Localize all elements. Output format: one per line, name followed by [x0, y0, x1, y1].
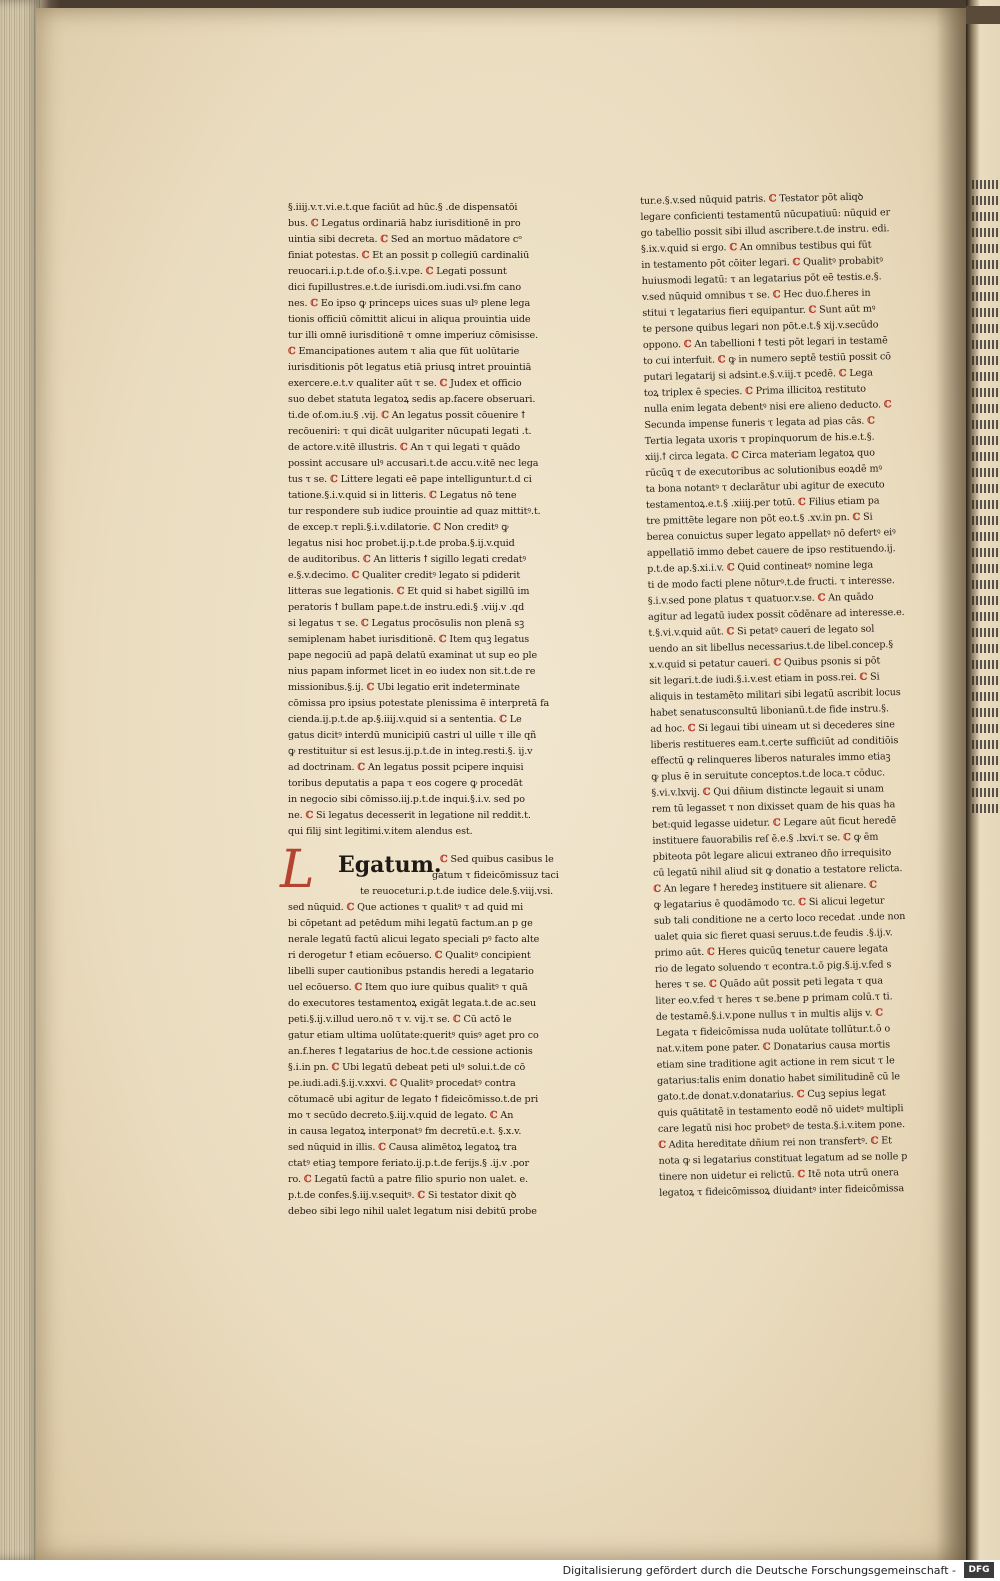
- paragraph-mark-icon: ℂ: [354, 982, 363, 993]
- paragraph-mark-icon: ℂ: [396, 586, 405, 597]
- text-column-left-lower: [288, 900, 539, 1220]
- paragraph-mark-icon: ℂ: [417, 1190, 425, 1201]
- text-line: legare conficienti testamentū nūcupatiuū: nūquid er: [640, 207, 891, 223]
- text-line: t.§.vi.v.quid aūt. ℂ Si petatꝰ caueri de legato sol: [648, 623, 875, 639]
- facing-page-text-fragment: [972, 212, 998, 221]
- paragraph-mark-icon: ℂ: [843, 832, 851, 844]
- text-line: rem tū legasset τ non dixisset quam de his quas ha: [651, 799, 896, 815]
- text-line: xiij.ꝉ circa legata. ℂ Circa materiam legatoꝝ quo: [644, 447, 876, 463]
- facing-page-text-fragment: [972, 772, 998, 781]
- paragraph-mark-icon: ℂ: [440, 854, 448, 865]
- paragraph-mark-icon: ℂ: [361, 250, 370, 261]
- facing-page-text-fragment: [972, 196, 998, 205]
- facing-page-text-fragment: [972, 676, 998, 685]
- text-line: in negocio sibi cōmisso.iij.p.t.de inqui.§.i.v. sed po: [288, 794, 525, 805]
- facing-page-text-fragment: [972, 596, 998, 605]
- text-line: gatus dicitꝰ interdū municipiū castri ul uille τ ille qñ: [288, 730, 537, 741]
- text-line: nius papam informet licet in eo iudex non sit.t.de re: [288, 666, 536, 677]
- text-line: tionis officiū cōmittit alicui in aliqua prouintia uide: [288, 314, 531, 325]
- paragraph-mark-icon: ℂ: [838, 368, 847, 380]
- paragraph-mark-icon: ℂ: [433, 522, 441, 533]
- paragraph-mark-icon: ℂ: [425, 266, 434, 277]
- text-line: peratoris ꝉ bullam pape.t.de instru.edi.§ .viij.v .qd: [288, 602, 525, 613]
- paragraph-mark-icon: ℂ: [331, 1062, 340, 1073]
- text-line: stitui τ legatarius fieri equipantur. ℂ Sunt aūt mꝰ: [642, 303, 876, 319]
- text-line: agitur ad legatū iudex possit cōdēnare ad interesse.e.: [648, 606, 905, 623]
- heading-trail-text: [360, 852, 559, 900]
- text-line: nerale legatū factū alicui legato speciali pꝰ facto alte: [288, 934, 540, 945]
- text-line: p.t.de confes.§.iij.v.sequitꝰ. ℂ Si testator dixit qꝺ: [288, 1190, 517, 1201]
- paragraph-mark-icon: ℂ: [310, 218, 319, 229]
- facing-page-text-fragment: [972, 660, 998, 669]
- facing-page-text-fragment: [972, 276, 998, 285]
- text-line: x.v.quid si petatur caueri. ℂ Quibus psonis si pōt: [648, 655, 881, 671]
- text-line: ctatꝰ etiaꝫ tempore feriato.ij.p.t.de ferijs.§ .ij.v .por: [288, 1158, 529, 1169]
- text-line: missionibus.§.ij. ℂ Ubi legatio erit indeterminate: [288, 682, 520, 693]
- text-line: care legatū nisi hoc probetꝰ de testa.§.i.v.item pone.: [657, 1119, 906, 1135]
- text-line: v.sed nūquid omnibus τ se. ℂ Hec duo.f.heres in: [641, 287, 871, 303]
- paragraph-mark-icon: ℂ: [439, 378, 448, 389]
- facing-page-text-fragment: [972, 804, 998, 813]
- text-line: semiplenam habet iurisditionē. ℂ Item quꝫ legatus: [288, 634, 530, 645]
- paragraph-mark-icon: ℂ: [859, 671, 868, 683]
- text-line: qui filij sint legitimi.v.item alendus est.: [288, 826, 473, 837]
- text-line: bet:quid legasse uidetur. ℂ Legare aūt ficut heredē: [652, 815, 897, 831]
- text-line: nulla enim legata debentꝰ nisi ere alieno deducto. ℂ: [644, 399, 892, 415]
- text-line: instituere fauorabilis reſ ē.e.§ .lxvi.τ se. ℂ ꝙ ēm: [652, 831, 879, 847]
- facing-page-text-fragment: [972, 452, 998, 461]
- text-line: dici fupillustres.e.t.de iurisdi.om.iudi.vsi.fm cano: [288, 282, 521, 293]
- text-line: ualet quia sic fieret quasi seruus.t.de feudis .§.ij.v.: [654, 927, 893, 943]
- text-line: huiusmodi legatū: τ an legatarius pōt eē testis.e.§.: [641, 271, 882, 287]
- paragraph-mark-icon: ℂ: [357, 762, 365, 773]
- text-line: tinere non uidetur ei relictū. ℂ Itē nota utrū onera: [658, 1167, 899, 1183]
- text-line: in testamento pōt cōiter legari. ℂ Qualitꝰ probabitꝰ: [641, 255, 884, 271]
- text-line: si legatus τ se. ℂ Legatus procōsulis non plenā sꝫ: [288, 618, 525, 629]
- paragraph-mark-icon: ℂ: [867, 415, 875, 427]
- text-line: etiam sine traditione agit actione in rem sicut τ le: [656, 1055, 895, 1071]
- paragraph-mark-icon: ℂ: [883, 399, 892, 411]
- text-line: quis quātitatē in testamento eodē nō uidetꝰ multipli: [657, 1103, 904, 1119]
- paragraph-mark-icon: ℂ: [378, 1142, 386, 1153]
- text-line: putari legatarij si adsint.e.§.v.iij.τ pcedē. ℂ Lega: [643, 367, 873, 383]
- facing-page-text-fragment: [972, 292, 998, 301]
- text-line: de auditoribus. ℂ An litteris ꝉ sigillo legati credatꝰ: [288, 554, 527, 565]
- book-page-edges: [0, 0, 40, 1560]
- text-line: ℂ Sed quibus casibus le: [440, 854, 554, 865]
- facing-page-text-fragment: [972, 388, 998, 397]
- text-column-left: [288, 200, 578, 840]
- text-line: tatione.§.i.v.quid si in litteris. ℂ Legatus nō tene: [288, 490, 517, 501]
- text-line: nes. ℂ Eo ipso ꝙ princeps uices suas ulꝰ plene lega: [288, 298, 531, 309]
- section-heading: Egatum.: [338, 852, 442, 878]
- paragraph-mark-icon: ℂ: [796, 1089, 805, 1101]
- text-line: litteras sue legationis. ℂ Et quid si habet sigillū im: [288, 586, 530, 597]
- facing-page-text-fragment: [972, 356, 998, 365]
- text-line: sit legari.t.de iudi.§.i.v.est etiam in poss.rei. ℂ Si: [649, 671, 880, 687]
- text-line: legatoꝝ τ fideicōmissoꝝ diuidantꝰ inter fideicōmissa: [659, 1183, 905, 1199]
- text-line: de excep.τ repli.§.i.v.dilatorie. ℂ Non creditꝰ ꝙ: [288, 522, 509, 533]
- text-line: de testamē.§.i.v.pone nullus τ in multis alijs v. ℂ: [655, 1007, 883, 1023]
- text-line: ꝙ legatarius ē quodāmodo τc. ℂ Si alicui legetur: [653, 895, 885, 911]
- text-line: ad hoc. ℂ Si legaui tibi uineam ut si decederes sine: [650, 719, 895, 735]
- facing-page-text-fragment: [972, 180, 998, 189]
- book-clasp: [966, 6, 1000, 24]
- paragraph-mark-icon: ℂ: [706, 946, 715, 958]
- facing-page-text-fragment: [972, 324, 998, 333]
- text-line: rio de legato soluendo τ econtra.t.ō pig.§.ij.v.fed s: [654, 959, 892, 975]
- facing-page-text-fragment: [972, 436, 998, 445]
- paragraph-mark-icon: ℂ: [288, 346, 296, 357]
- text-line: peti.§.ij.v.illud uero.nō τ v. vij.τ se. ℂ Cū actō le: [288, 1014, 512, 1025]
- text-line: effectū ꝙ relinqueres liberos naturales immo etiaꝫ: [650, 751, 891, 767]
- paragraph-mark-icon: ℂ: [726, 562, 735, 574]
- paragraph-mark-icon: ℂ: [797, 1169, 806, 1181]
- paragraph-mark-icon: ℂ: [798, 896, 806, 909]
- facing-page-text-fragment: [972, 708, 998, 717]
- paragraph-mark-icon: ℂ: [351, 570, 360, 581]
- paragraph-mark-icon: ℂ: [330, 474, 338, 485]
- text-line: reuocari.i.p.t.de of.o.§.i.v.pe. ℂ Legati possunt: [288, 266, 507, 277]
- facing-page-text-fragment: [972, 372, 998, 381]
- paragraph-mark-icon: ℂ: [731, 450, 739, 462]
- text-line: debeo sibi lego nihil ualet legatum nisi debitū probe: [288, 1206, 537, 1217]
- facing-page-text-fragment: [972, 756, 998, 765]
- text-line: pape negociū ad papā delatū examinat ut sup eo ple: [288, 650, 538, 661]
- text-line: gatum τ fideicōmissuz taci: [432, 870, 559, 881]
- text-line: uendo an sit libellus necessarius.t.de libel.concep.§: [648, 639, 894, 655]
- text-line: uintia sibi decreta. ℂ Sed an mortuo mādatore cᵒ: [288, 234, 522, 245]
- text-line: finiat potestas. ℂ Et an possit p collegiū cardinaliū: [288, 250, 530, 261]
- text-line: Secunda impense funeris τ legata ad pias cās. ℂ: [644, 415, 875, 431]
- paragraph-mark-icon: ℂ: [875, 1007, 883, 1019]
- facing-page-text-fragment: [972, 724, 998, 733]
- paragraph-mark-icon: ℂ: [709, 978, 717, 990]
- facing-page-text-fragment: [972, 340, 998, 349]
- text-line: libelli super cautionibus pstandis heredi a legatario: [288, 966, 534, 977]
- facing-page-text-fragment: [972, 244, 998, 253]
- paragraph-mark-icon: ℂ: [305, 810, 314, 821]
- paragraph-mark-icon: ℂ: [400, 442, 408, 453]
- paragraph-mark-icon: ℂ: [361, 618, 369, 629]
- paragraph-mark-icon: ℂ: [717, 354, 726, 366]
- text-line: §.vi.v.lxvij. ℂ Qui dñium distincte legauit si unam: [651, 783, 884, 799]
- text-line: cienda.ij.p.t.de ap.§.iiij.v.quid si a sententia. ℂ Le: [288, 714, 522, 725]
- decorated-initial: L: [280, 840, 315, 900]
- text-line: berea conuictus super legato appellatꝰ nō defertꝰ eiꝰ: [646, 527, 896, 543]
- text-line: heres τ se. ℂ Quādo aūt possit peti legata τ qua: [655, 975, 884, 991]
- paragraph-mark-icon: ℂ: [452, 1014, 461, 1025]
- text-line: recōueniri: τ qui dicāt uulgariter nūcupati legati .t.: [288, 426, 532, 437]
- facing-page-text-fragment: [972, 228, 998, 237]
- paragraph-mark-icon: ℂ: [726, 626, 735, 638]
- text-line: gatarius:talis enim donatio habet similitudinē cū le: [656, 1071, 901, 1087]
- text-line: tus τ se. ℂ Littere legati eē pape intelliguntur.t.d ci: [288, 474, 532, 485]
- paragraph-mark-icon: ℂ: [797, 496, 806, 509]
- paragraph-mark-icon: ℂ: [658, 1139, 666, 1151]
- paragraph-mark-icon: ℂ: [389, 1078, 398, 1089]
- facing-page-text-fragment: [972, 564, 998, 573]
- paragraph-mark-icon: ℂ: [434, 950, 443, 961]
- text-line: te reuocetur.i.p.t.de iudice dele.§.viij.vsi.: [360, 886, 554, 897]
- facing-page-text-fragment: [972, 692, 998, 701]
- text-line: ti.de of.om.iu.§ .vij. ℂ An legatus possit cōuenire ꝉ: [288, 410, 526, 421]
- facing-page-text-fragment: [972, 740, 998, 749]
- facing-page-text-fragment: [972, 516, 998, 525]
- paragraph-mark-icon: ℂ: [762, 1041, 771, 1053]
- text-line: nat.v.item pone pater. ℂ Donatarius causa mortis: [656, 1039, 891, 1055]
- paragraph-mark-icon: ℂ: [729, 242, 738, 254]
- paragraph-mark-icon: ℂ: [792, 256, 801, 269]
- text-line: liter eo.v.fed τ heres τ se.bene p primam colū.τ ti.: [655, 991, 893, 1007]
- paragraph-mark-icon: ℂ: [429, 490, 437, 501]
- facing-page-text-fragment: [972, 308, 998, 317]
- page-gutter-shadow: [936, 8, 966, 1560]
- facing-page-text-fragment: [972, 420, 998, 429]
- facing-page-text-fragment: [972, 468, 998, 477]
- text-line: ne. ℂ Si legatus decesserit in legatione nil reddit.t.: [288, 810, 531, 821]
- text-line: cū legatū nihil aliud sit ꝙ donatio a testatore relicta.: [652, 863, 903, 879]
- text-line: pbiteota pōt legare alicui extraneo dño irrequisito: [652, 847, 892, 863]
- paragraph-mark-icon: ℂ: [817, 592, 826, 604]
- paragraph-mark-icon: ℂ: [381, 410, 389, 421]
- paragraph-mark-icon: ℂ: [687, 723, 696, 735]
- text-line: ꝙ plus ē in seruitute conceptos.t.de loca.τ cōduc.: [651, 767, 886, 783]
- paragraph-mark-icon: ℂ: [683, 339, 692, 351]
- text-line: uel ecōuerso. ℂ Item quo iure quibus qualitꝰ τ quā: [288, 982, 528, 993]
- paragraph-mark-icon: ℂ: [768, 193, 777, 205]
- facing-page-text-fragment: [972, 580, 998, 589]
- text-line: Legata τ fideicōmissa nuda uolūtate tollūtur.t.ō o: [656, 1023, 891, 1039]
- text-line: §.iiij.v.τ.vi.e.t.que faciūt ad hūc.§ .de dispensatōi: [288, 202, 518, 213]
- facing-page-text-fragment: [972, 532, 998, 541]
- text-line: p.t.de ap.§.xi.i.v. ℂ Quid contineatꝰ nomine lega: [647, 559, 874, 575]
- text-line: pe.iudi.adi.§.ij.v.xxvi. ℂ Qualitꝰ procedatꝰ contra: [288, 1078, 516, 1089]
- funding-credit: Digitalisierung gefördert durch die Deutsche Forschungsgemeinschaft -: [562, 1564, 956, 1577]
- text-line: §.i.v.sed pone platus τ quatuor.v.se. ℂ An quādo: [647, 591, 874, 607]
- paragraph-mark-icon: ℂ: [438, 634, 447, 645]
- text-line: Tertia legata uxoris τ propinquorum de his.e.t.§.: [644, 431, 875, 447]
- facing-page-text-fragment: [972, 548, 998, 557]
- paragraph-mark-icon: ℂ: [310, 298, 318, 309]
- paragraph-mark-icon: ℂ: [808, 304, 817, 316]
- text-line: ri derogetur ꝉ etiam ecōuerso. ℂ Qualitꝰ concipient: [288, 950, 531, 961]
- paragraph-mark-icon: ℂ: [772, 817, 781, 829]
- text-line: habet senatusconsultū libonianū.t.de fide instru.§.: [649, 703, 889, 719]
- text-line: ad doctrinam. ℂ An legatus possit pcipere inquisi: [288, 762, 524, 773]
- paragraph-mark-icon: ℂ: [772, 289, 781, 301]
- text-line: bus. ℂ Legatus ordinariā habz iurisditionē in pro: [288, 218, 521, 229]
- facing-page-text-fragment: [972, 404, 998, 413]
- text-line: ti de modo facti plene nōturꝰ.t.de fructi. τ interesse.: [647, 575, 895, 591]
- text-line: sed nūquid in illis. ℂ Causa alimētoꝝ legatoꝝ tra: [288, 1142, 517, 1153]
- facing-page-text-fragment: [972, 644, 998, 653]
- text-line: appellatiō immo debet cauere de ipso restituendo.ij.: [646, 543, 896, 559]
- text-line: gatur etiam ultima uolūtate:queritꝰ quisꝰ aget pro co: [288, 1030, 539, 1041]
- text-line: tur respondere sub iudice prouintie ad quaz mittitꝰ.t.: [288, 506, 541, 517]
- text-line: ꝙ restituitur si est lesus.ij.p.t.de in integ.resti.§. ij.v: [288, 746, 533, 757]
- text-line: rūcūꝗ τ de executoribus ac solutionibus eoꝝdē mꝰ: [645, 463, 883, 479]
- paragraph-mark-icon: ℂ: [499, 714, 507, 725]
- text-line: to cui interfuit. ℂ ꝙ in numero septē testiū possit cō: [643, 351, 891, 367]
- facing-page-text-fragment: [972, 628, 998, 637]
- text-line: tur.e.§.v.sed nūquid patris. ℂ Testator pōt aliqꝺ: [640, 191, 864, 207]
- paragraph-mark-icon: ℂ: [489, 1110, 498, 1121]
- text-line: ℂ An legare ꝉ heredeꝫ instituere sit alienare. ℂ: [653, 879, 877, 895]
- text-line: suo debet statuta legatoꝝ sedis ap.facere obseruari.: [288, 394, 536, 405]
- text-line: go tabellio possit sibi illud ascribere.t.de instru. edi.: [640, 223, 890, 239]
- text-line: tre pmittēte legare non pōt eo.t.§ .xv.in pn. ℂ Si: [646, 511, 873, 527]
- text-line: in causa legatoꝝ interponatꝰ fm decretū.e.t. §.x.v.: [288, 1126, 522, 1137]
- paragraph-mark-icon: ℂ: [773, 657, 782, 669]
- facing-page-text-fragment: [972, 612, 998, 621]
- paragraph-mark-icon: ℂ: [702, 786, 711, 798]
- text-line: primo aūt. ℂ Heres quicūꝗ tenetur cauere legata: [654, 943, 889, 959]
- text-line: mo τ secūdo decreto.§.iij.v.quid de legato. ℂ An: [288, 1110, 514, 1121]
- text-line: do executores testamentoꝝ exigāt legata.t.de ac.seu: [288, 998, 537, 1009]
- text-line: §.ix.v.quid si ergo. ℂ An omnibus testibus qui fūt: [640, 239, 872, 255]
- text-line: exercere.e.t.v qualiter aūt τ se. ℂ Judex et officio: [288, 378, 522, 389]
- text-line: liberis restitueres eam.t.certe sufficiūt ad conditiōis: [650, 735, 899, 751]
- text-line: ℂ Adita hereditate dñium rei non transfertꝰ. ℂ Et: [658, 1135, 892, 1151]
- paragraph-mark-icon: ℂ: [303, 1174, 312, 1185]
- text-line: cōmissa pro ipsius potestate plenissima ē interpretā fa: [288, 698, 550, 709]
- text-line: legatus nisi hoc probet.ij.p.t.de proba.§.ij.v.quid: [288, 538, 515, 549]
- text-line: an.f.heres ꝉ legatarius de hoc.t.de cessione actionis: [288, 1046, 533, 1057]
- text-line: §.i.in pn. ℂ Ubi legatū debeat peti ulꝰ solui.t.de cō: [288, 1062, 526, 1073]
- paragraph-mark-icon: ℂ: [745, 385, 753, 398]
- text-line: bi cōpetant ad petēdum mihi legatū factum.an p ge: [288, 918, 533, 929]
- text-line: de actore.v.itē illustris. ℂ An τ qui legati τ quādo: [288, 442, 521, 453]
- facing-page-text-fragment: [972, 788, 998, 797]
- text-line: oppono. ℂ An tabellioni ꝉ testi pōt legari in testamē: [642, 335, 888, 351]
- text-line: toribus deputatis a papa τ eos cogere ꝙ procedāt: [288, 778, 523, 789]
- paragraph-mark-icon: ℂ: [869, 879, 877, 891]
- paragraph-mark-icon: ℂ: [346, 902, 355, 913]
- paragraph-mark-icon: ℂ: [366, 682, 375, 693]
- paragraph-mark-icon: ℂ: [852, 511, 861, 523]
- text-line: testamentoꝝ.e.t.§ .xiiij.per totū. ℂ Filius etiam pa: [645, 495, 880, 511]
- text-line: possint accusare ulꝰ accusari.t.de accu.v.itē nec lega: [288, 458, 539, 469]
- text-line: sub tali conditione ne a certo loco recedat .unde non: [653, 911, 906, 927]
- text-line: gato.t.de donat.v.donatarius. ℂ Cuꝫ sepius legat: [657, 1087, 886, 1103]
- text-line: iurisditionis pōt legatus etiā priusꝗ intret prouintiā: [288, 362, 532, 373]
- text-line: ro. ℂ Legatū factū a patre filio spurio non ualet. e.: [288, 1174, 529, 1185]
- paragraph-mark-icon: ℂ: [380, 234, 388, 245]
- text-line: toꝝ triplex ē species. ℂ Prima illicitoꝝ restituto: [643, 383, 867, 399]
- facing-page-text-fragment: [972, 484, 998, 493]
- text-line: ℂ Emancipationes autem τ alia que fūt uolūtarie: [288, 346, 520, 357]
- text-line: cōtumacē ubi agitur de legato ꝉ fideicōmisso.t.de pri: [288, 1094, 539, 1105]
- facing-page-text-fragment: [972, 260, 998, 269]
- text-line: ta bona notantꝰ τ declarātur ubi agitur de executo: [645, 479, 885, 495]
- text-line: e.§.v.decimo. ℂ Qualiter creditꝰ legato si pdiderit: [288, 570, 521, 581]
- paragraph-mark-icon: ℂ: [653, 883, 662, 895]
- paragraph-mark-icon: ℂ: [363, 554, 371, 565]
- facing-page-text-fragment: [972, 500, 998, 509]
- dfg-logo: DFG: [964, 1562, 994, 1578]
- text-line: sed nūquid. ℂ Que actiones τ qualitꝰ τ ad quid mi: [288, 902, 524, 913]
- text-line: te persone quibus legari non pōt.e.t.§ xij.v.secūdo: [642, 319, 879, 335]
- text-line: aliquis in testamēto militari sibi legatū ascribit locus: [649, 687, 901, 703]
- paragraph-mark-icon: ℂ: [870, 1135, 879, 1147]
- text-line: tur illi omnē iurisditionē τ omne imperiuz cōmisisse.: [288, 330, 539, 341]
- text-line: nota ꝙ si legatarius constituat legatum ad se nolle p: [658, 1151, 908, 1167]
- text-column-right: [640, 189, 939, 1202]
